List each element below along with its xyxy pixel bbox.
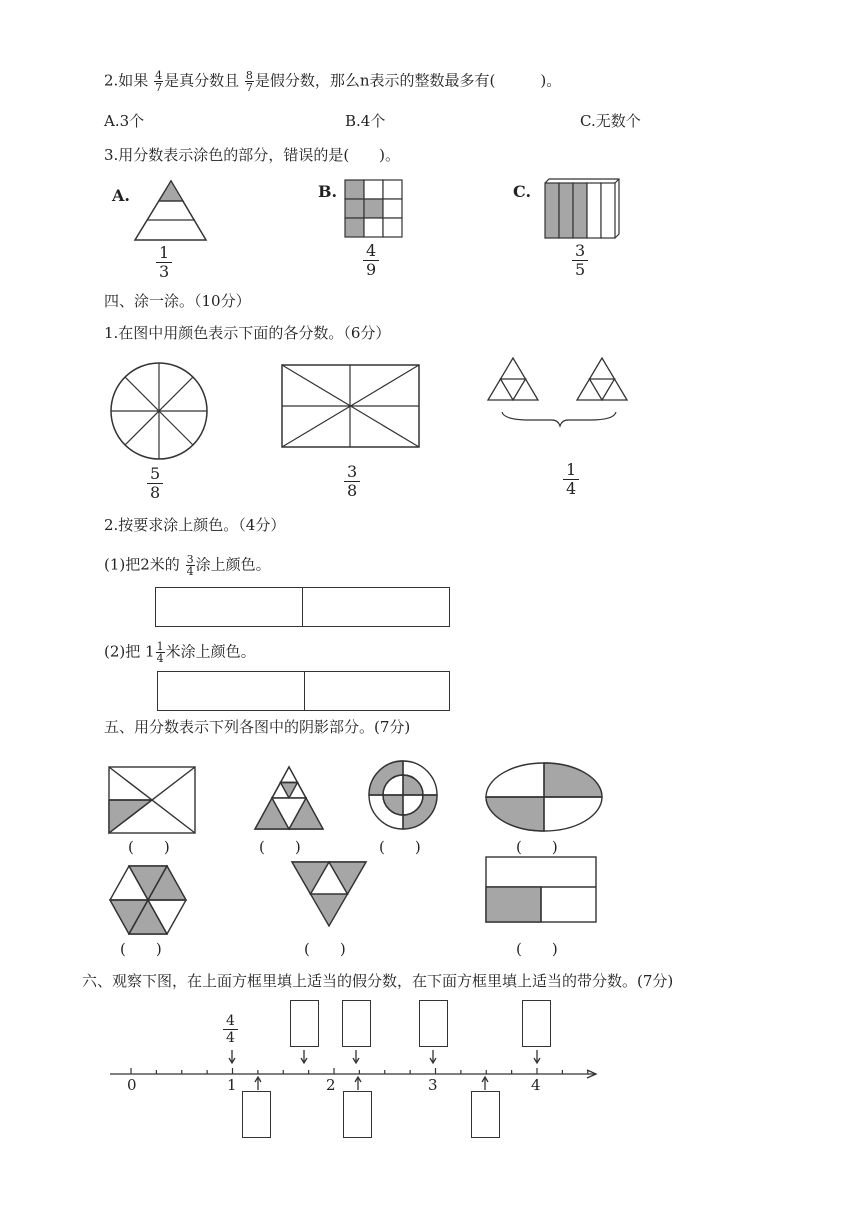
two-meter-bar-2[interactable] — [157, 671, 450, 711]
s4-q2-text: 2.按要求涂上颜色。（4分） — [104, 516, 286, 534]
s4-frac-3: 1 4 — [563, 461, 579, 498]
fraction: $\frac{8}{7}$ — [245, 69, 253, 94]
s4-q1-text: 1.在图中用颜色表示下面的各分数。（6分） — [104, 324, 391, 342]
section-5-title: 五、用分数表示下列各图中的阴影部分。(7分) — [104, 718, 411, 736]
tick-label-2: 2 — [326, 1076, 336, 1094]
label-c: C. — [513, 182, 532, 201]
lower-answer-box[interactable] — [242, 1091, 271, 1138]
answer-blank[interactable]: ( ) — [128, 838, 170, 856]
answer-blank[interactable]: ( ) — [304, 940, 346, 958]
frac-c: 3 5 — [572, 242, 588, 279]
frac-a: 1 3 — [156, 244, 172, 281]
option-b: B.4个 — [345, 112, 386, 130]
lower-answer-box[interactable] — [471, 1091, 500, 1138]
lower-answer-box[interactable] — [343, 1091, 372, 1138]
answer-blank[interactable]: ( ) — [516, 940, 558, 958]
divider — [302, 588, 303, 626]
fraction: $\frac{3}{4}$ — [186, 553, 194, 578]
option-c: C.无数个 — [580, 112, 641, 130]
q3-figures — [0, 0, 860, 300]
fraction: $\frac{1}{4}$ — [156, 640, 164, 665]
q2-text: 2.如果 $\frac{4}{7}$ 是真分数且 $\frac{8}{7}$ 是假分数，那么n表示的整数最多有( )。 — [104, 69, 562, 94]
upper-answer-box[interactable] — [419, 1000, 448, 1047]
two-meter-bar-1[interactable] — [155, 587, 450, 627]
tick-label-3: 3 — [428, 1076, 438, 1094]
q3-text: 3.用分数表示涂色的部分，错误的是( )。 — [104, 146, 401, 164]
label-b: B. — [318, 182, 338, 201]
answer-blank[interactable]: ( ) — [379, 838, 421, 856]
section-6-title: 六、观察下图，在上面方框里填上适当的假分数，在下面方框里填上适当的带分数。(7分) — [82, 972, 674, 990]
answer-blank[interactable]: ( ) — [120, 940, 162, 958]
label-a: A. — [112, 186, 130, 205]
answer-blank[interactable]: ( ) — [259, 838, 301, 856]
tick-label-4: 4 — [531, 1076, 541, 1094]
upper-answer-box[interactable] — [290, 1000, 319, 1047]
section-4-title: 四、涂一涂。（10分） — [104, 292, 251, 310]
marker-frac: 4 4 — [223, 1013, 238, 1046]
option-a: A.3个 — [104, 112, 145, 130]
answer-blank[interactable]: ( ) — [516, 838, 558, 856]
fraction: $\frac{4}{7}$ — [155, 69, 163, 94]
upper-answer-box[interactable] — [342, 1000, 371, 1047]
s4-q2b-text: (2)把 1 $\frac{1}{4}$ 米涂上颜色。 — [104, 640, 256, 665]
upper-answer-box[interactable] — [522, 1000, 551, 1047]
tick-label-1: 1 — [227, 1076, 237, 1094]
tick-label-0: 0 — [127, 1076, 137, 1094]
s4-q2a-text: (1)把2米的 $\frac{3}{4}$ 涂上颜色。 — [104, 553, 271, 578]
s4-frac-1: 5 8 — [147, 465, 163, 502]
s4-frac-2: 3 8 — [344, 463, 360, 500]
divider — [304, 672, 305, 710]
frac-b: 4 9 — [363, 242, 379, 279]
